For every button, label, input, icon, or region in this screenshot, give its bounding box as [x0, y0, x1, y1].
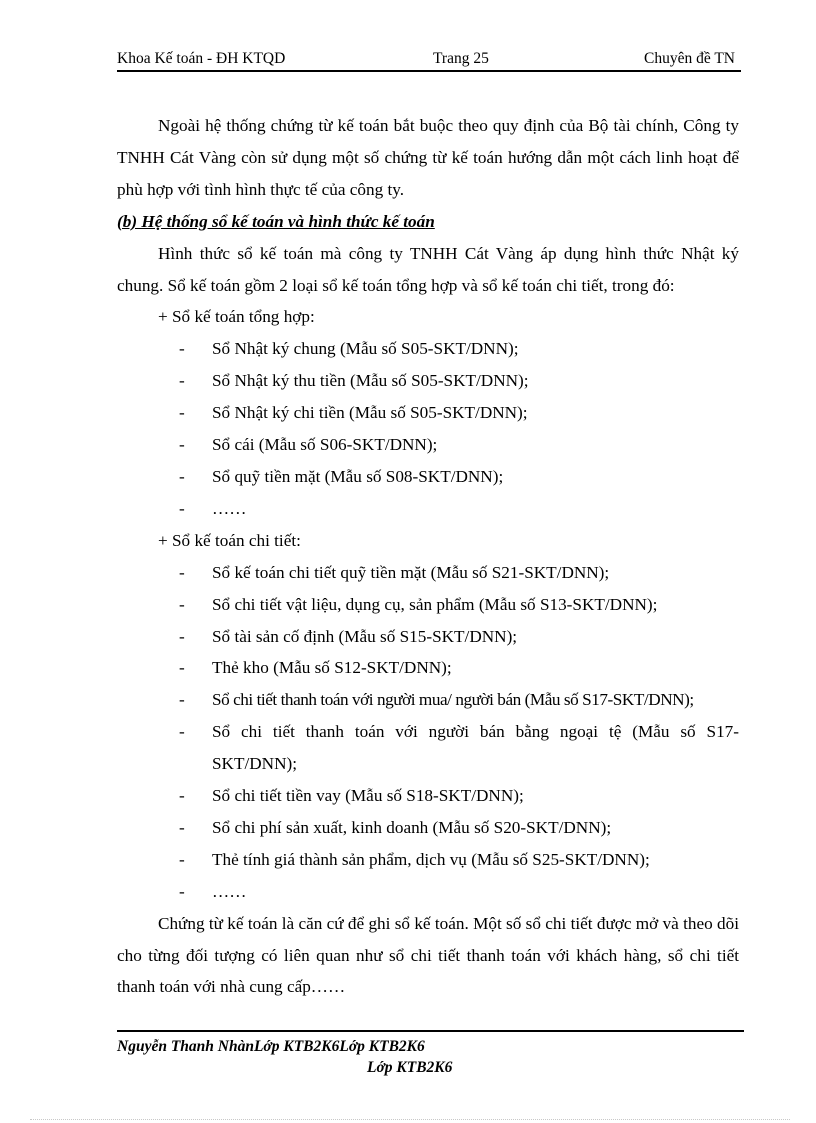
bullet-dash: - [179, 371, 185, 391]
bullet-dash: - [179, 786, 185, 806]
bullet-dash: - [179, 817, 185, 837]
paragraph-closing: Chứng từ kế toán là căn cứ để ghi sổ kế toán. Một số sổ chi tiết được mở và theo dõi cho từng đối tượng có liên quan như sổ chi tiết thanh toán với khách hàng, sổ chi tiết thanh toán với nhà cung cấp…… [117, 913, 739, 997]
list-item: - Thẻ tính giá thành sản phẩm, dịch vụ (Mẫu số S25-SKT/DNN); [117, 844, 739, 876]
bullet-dash: - [179, 626, 185, 646]
bullet-dash: - [179, 339, 185, 359]
list-item: - Sổ Nhật ký chi tiền (Mẫu số S05-SKT/DNN); [117, 397, 739, 429]
header-page-number: Trang 25 [433, 50, 489, 67]
list-item: - Sổ chi tiết thanh toán với người bán bằng ngoại tệ (Mẫu số S17-SKT/DNN); [117, 716, 739, 780]
bullet-dash: - [179, 881, 185, 901]
bullet-dash: - [179, 658, 185, 678]
bullet-dash: - [179, 690, 185, 710]
list-item: - Sổ cái (Mẫu số S06-SKT/DNN); [117, 429, 739, 461]
bullet-dash: - [179, 562, 185, 582]
list-item: - …… [117, 493, 739, 525]
list-item: - Sổ chi tiết vật liệu, dụng cụ, sản phẩm (Mẫu số S13-SKT/DNN); [117, 589, 739, 621]
paragraph-form: Hình thức sổ kế toán mà công ty TNHH Cát Vàng áp dụng hình thức Nhật ký chung. Sổ kế toán gồm 2 loại sổ kế toán tổng hợp và sổ kế toán chi tiết, trong đó: [117, 243, 739, 295]
bullet-dash: - [179, 594, 185, 614]
group-detail-title: + Sổ kế toán chi tiết: [158, 530, 301, 550]
footer-class-line: Lớp KTB2K6 [367, 1059, 453, 1076]
list-item: - Sổ quỹ tiền mặt (Mẫu số S08-SKT/DNN); [117, 461, 739, 493]
bullet-dash: - [179, 403, 185, 423]
list-item: - Sổ tài sản cố định (Mẫu số S15-SKT/DNN); [117, 621, 739, 653]
page-footer [117, 1036, 452, 1078]
list-item: - Sổ Nhật ký thu tiền (Mẫu số S05-SKT/DNN); [117, 365, 739, 397]
footer-author-line: Nguyễn Thanh NhànLớp KTB2K6Lớp KTB2K6 [117, 1038, 425, 1055]
bullet-dash: - [179, 722, 185, 742]
list-item: - Sổ chi phí sản xuất, kinh doanh (Mẫu số S20-SKT/DNN); [117, 812, 739, 844]
header-topic: Chuyên đề TN [644, 50, 735, 67]
group-general-title: + Sổ kế toán tổng hợp: [158, 307, 315, 327]
page-bottom-divider [30, 1119, 790, 1120]
bullet-dash: - [179, 849, 185, 869]
list-item: - Sổ chi tiết thanh toán với người mua/ người bán (Mẫu số S17-SKT/DNN); [117, 684, 739, 716]
section-heading: (b) Hệ thống sổ kế toán và hình thức kế toán [117, 211, 435, 231]
list-item: - Sổ kế toán chi tiết quỹ tiền mặt (Mẫu số S21-SKT/DNN); [117, 557, 739, 589]
list-item: - Sổ chi tiết tiền vay (Mẫu số S18-SKT/DNN); [117, 780, 739, 812]
bullet-dash: - [179, 466, 185, 486]
header-faculty: Khoa Kế toán - ĐH KTQD [117, 50, 286, 67]
footer-divider [117, 1030, 744, 1032]
paragraph-intro: Ngoài hệ thống chứng từ kế toán bắt buộc theo quy định của Bộ tài chính, Công ty TNHH Cát Vàng còn sử dụng một số chứng từ kế toán hướng dẫn một cách linh hoạt để phù hợp với tình hình thực tế của công ty. [117, 116, 739, 199]
bullet-dash: - [179, 498, 185, 518]
bullet-dash: - [179, 435, 185, 455]
document-body [117, 110, 739, 1003]
page-header [117, 48, 741, 72]
list-item: - …… [117, 876, 739, 908]
list-item: - Sổ Nhật ký chung (Mẫu số S05-SKT/DNN); [117, 333, 739, 365]
list-item: - Thẻ kho (Mẫu số S12-SKT/DNN); [117, 652, 739, 684]
